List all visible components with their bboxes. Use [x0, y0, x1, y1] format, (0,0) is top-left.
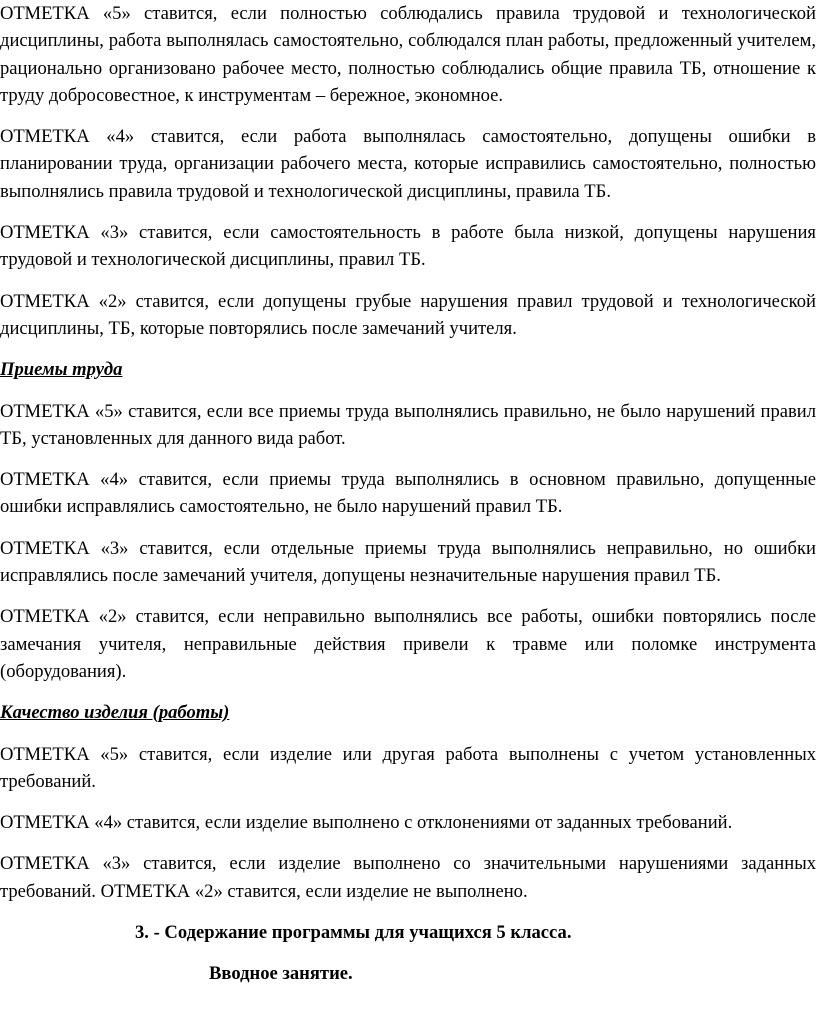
heading-work-techniques: Приемы труда — [0, 359, 123, 381]
paragraph-grade5-discipline: ОТМЕТКА «5» ставится, если полностью соблюдались правила трудовой и технологической дисциплины, работа выполнялась самостоятельно, соблюдался план работы, предложенный учителем, рационально организовано рабочее место, полностью соблюдались общие правила ТБ, отношение к труду добросовестное, к инструментам – бережное, экономное. — [0, 3, 816, 106]
paragraph-grade5-quality: ОТМЕТКА «5» ставится, если изделие или другая работа выполнены с учетом установленных требований. — [0, 743, 816, 792]
section-title: 3. - Содержание программы для учащихся 5 класса. — [135, 922, 572, 944]
paragraph-grade5-techniques: ОТМЕТКА «5» ставится, если все приемы труда выполнялись правильно, не было нарушений правил ТБ, установленных для данного вида работ. — [0, 400, 816, 449]
subsection-title: Вводное занятие. — [209, 963, 353, 985]
paragraph-grade4-discipline: ОТМЕТКА «4» ставится, если работа выполнялась самостоятельно, допущены ошибки в планировании труда, организации рабочего места, которые исправились самостоятельно, полностью выполнялись правила трудовой и технологической дисциплины, правила ТБ. — [0, 126, 816, 202]
paragraph-grade3-discipline: ОТМЕТКА «3» ставится, если самостоятельность в работе была низкой, допущены нарушения трудовой и технологической дисциплины, правил ТБ. — [0, 222, 816, 271]
paragraph-grade2-discipline: ОТМЕТКА «2» ставится, если допущены грубые нарушения правил трудовой и технологической дисциплины, ТБ, которые повторялись после замечаний учителя. — [0, 290, 816, 339]
heading-product-quality: Качество изделия (работы) — [0, 702, 230, 724]
paragraph-grade3-techniques: ОТМЕТКА «3» ставится, если отдельные приемы труда выполнялись неправильно, но ошибки исправлялись после замечаний учителя, допущены незначительные нарушения правил ТБ. — [0, 537, 816, 587]
paragraph-grade4-techniques: ОТМЕТКА «4» ставится, если приемы труда выполнялись в основном правильно, допущенные ошибки исправлялись самостоятельно, не было нарушений правил ТБ. — [0, 469, 816, 518]
paragraph-grade3-2-quality: ОТМЕТКА «3» ставится, если изделие выполнено со значительными нарушениями заданных требований. ОТМЕТКА «2» ставится, если изделие не выполнено. — [0, 853, 816, 902]
paragraph-grade4-quality: ОТМЕТКА «4» ставится, если изделие выполнено с отклонениями от заданных требований. — [0, 812, 733, 834]
paragraph-grade2-techniques: ОТМЕТКА «2» ставится, если неправильно выполнялись все работы, ошибки повторялись после замечания учителя, неправильные действия привели к травме или поломке инструмента (оборудования). — [0, 606, 816, 682]
